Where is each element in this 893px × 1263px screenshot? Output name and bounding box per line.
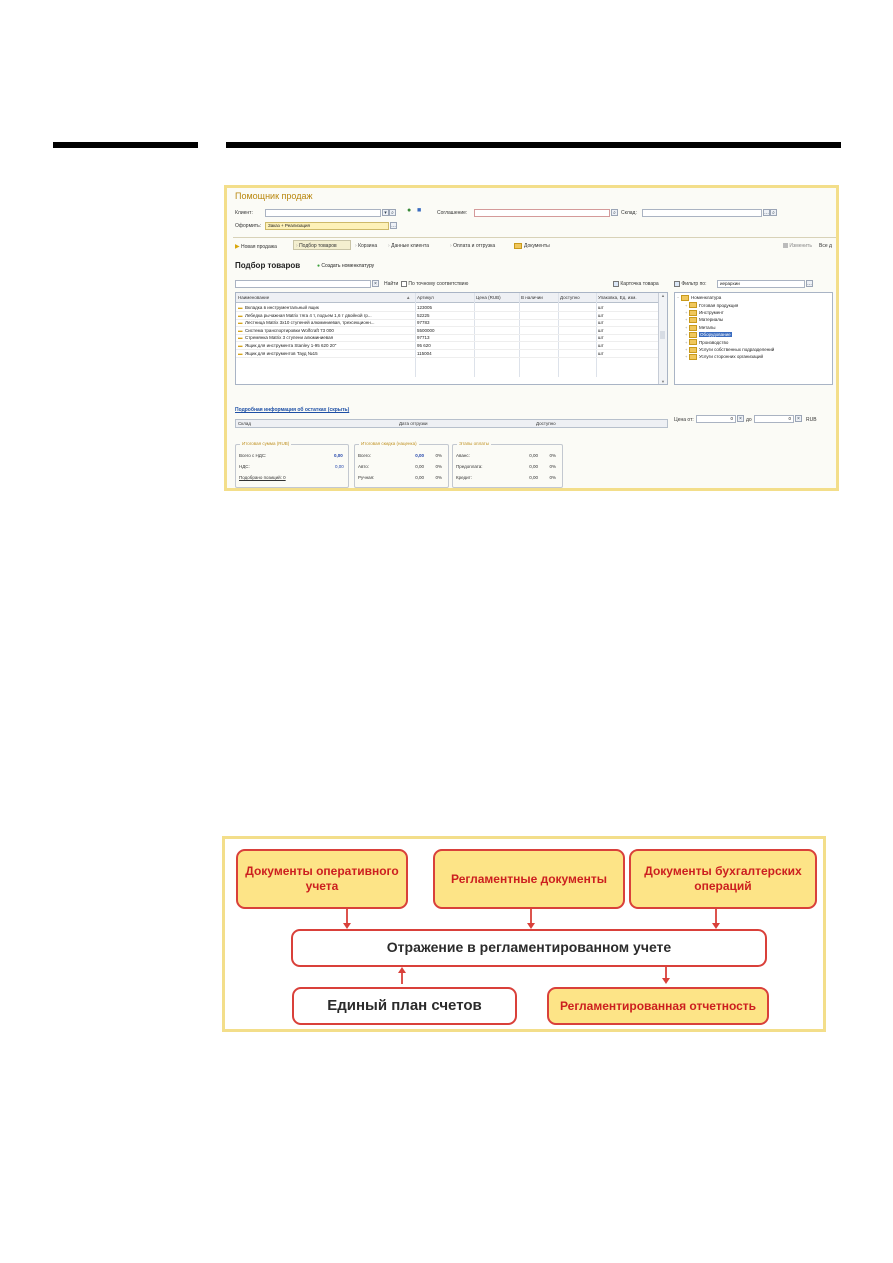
item-name: Ящик для инструментов Тауд №15	[245, 350, 318, 356]
item-icon: ▬	[238, 305, 243, 310]
group-row-percent: 0%	[435, 475, 442, 480]
agreement-label: Соглашение:	[437, 210, 468, 216]
group-row-label: Авто:	[358, 464, 370, 469]
step-pick-goods[interactable]	[296, 243, 337, 249]
stock-table-header	[235, 419, 668, 428]
header-rule-left	[53, 142, 198, 148]
group-row-value: 0,00	[529, 464, 538, 469]
group-row-value: 0,00	[529, 453, 538, 458]
window-title: Помощник продаж	[235, 191, 313, 201]
scroll-up-icon[interactable]: ▲	[661, 293, 665, 298]
expand-icon[interactable]: +	[685, 309, 688, 315]
item-sku: 5500000	[417, 327, 435, 333]
item-sku: 115004	[417, 350, 432, 356]
documents-icon	[514, 243, 522, 249]
filter-dropdown-button[interactable]: …	[807, 281, 812, 287]
goods-table[interactable]	[235, 292, 668, 385]
price-from-value: 0	[730, 416, 733, 421]
category-tree[interactable]	[674, 292, 833, 385]
tree-node-label: Металы	[699, 324, 716, 330]
tree-node[interactable]	[685, 302, 738, 308]
folder-icon	[689, 339, 697, 345]
edit-icon	[783, 243, 788, 248]
tree-root[interactable]	[677, 295, 721, 301]
client-dropdown-button[interactable]: ▾	[382, 209, 389, 216]
item-icon: ▬	[238, 327, 243, 333]
edit-label: Изменить	[789, 243, 812, 249]
item-name: Лестница Matrix 3х10 ступеней алюминиевая, трехсекционн...	[245, 320, 375, 326]
expand-icon[interactable]: +	[685, 339, 688, 345]
group-row-value: 0,00	[415, 464, 424, 469]
group-row-label: Предоплата:	[456, 464, 483, 469]
step-label: Данные клиента	[391, 243, 430, 249]
scroll-down-icon[interactable]: ▼	[661, 379, 665, 384]
step-payment-shipment[interactable]	[450, 243, 495, 249]
payment-stages-group	[452, 441, 563, 488]
column-header[interactable]: Доступно	[560, 295, 580, 300]
all-documents-button[interactable]: Все д	[819, 243, 832, 249]
warehouse-dropdown-button[interactable]: …	[764, 210, 769, 216]
column-header[interactable]: Упаковка, Ед. изм.	[598, 295, 637, 300]
checkbox-checked-icon	[613, 281, 619, 287]
tree-node[interactable]	[685, 325, 716, 331]
folder-icon	[689, 310, 697, 316]
item-icon: ▬	[238, 335, 243, 341]
step-arrow-icon: ›	[355, 243, 357, 249]
item-sku: 52225	[417, 312, 430, 318]
group-row-label: Аванс:	[456, 453, 470, 458]
folder-icon	[689, 332, 697, 338]
collapse-icon[interactable]: −	[677, 295, 680, 301]
vat-incl-value: 0,00	[334, 453, 343, 458]
expand-icon[interactable]: +	[685, 354, 688, 360]
item-sku: 97713	[417, 335, 430, 341]
column-header[interactable]: Артикул	[417, 295, 434, 300]
warehouse-label: Склад:	[621, 210, 637, 216]
step-documents[interactable]	[514, 243, 550, 249]
filter-checkbox[interactable]	[674, 281, 706, 287]
expand-icon[interactable]: +	[685, 324, 688, 330]
tree-node-label: Материалы	[699, 317, 724, 323]
step-label: Новая продажа	[241, 244, 277, 250]
create-item-label: Создать номенклатуру	[321, 263, 375, 269]
group-caption: Итоговая скидка (наценка)	[361, 441, 417, 446]
item-name: Вкладка в инструментальный ящик	[245, 305, 319, 310]
step-new-sale[interactable]	[235, 243, 277, 250]
card-icon[interactable]: ■	[417, 207, 422, 214]
group-row-percent: 0%	[549, 475, 556, 480]
folder-icon	[689, 347, 697, 353]
column-header[interactable]: Цена (RUB)	[476, 295, 501, 300]
format-select[interactable]	[265, 222, 389, 230]
agreement-field[interactable]	[474, 209, 610, 217]
step-label: Оплата и отгрузка	[453, 243, 496, 249]
group-row-percent: 0%	[549, 453, 556, 458]
chart-of-accounts-box: Единый план счетов	[292, 987, 517, 1025]
header-rule-right	[226, 142, 841, 148]
stock-details-link[interactable]: Подробная информация об остатках (скрыть)	[235, 407, 350, 413]
price-from-label: Цена от:	[674, 417, 694, 423]
group-row-percent: 0%	[549, 464, 556, 469]
item-icon: ▬	[238, 350, 243, 356]
checkbox-checked-icon	[674, 281, 680, 287]
tree-node-label: Услуги собственных подразделений	[699, 346, 775, 352]
group-row-label: Кредит:	[456, 475, 472, 480]
goods-table-header	[236, 293, 661, 303]
edit-button[interactable]	[783, 243, 812, 249]
accounting-operations-box: Документы бухгалтерских операций	[629, 849, 817, 909]
tree-node[interactable]	[685, 347, 774, 353]
folder-icon	[689, 317, 697, 323]
item-unit: шт	[598, 320, 604, 326]
tree-node-label: Готовая продукция	[699, 302, 739, 308]
step-cart[interactable]	[355, 243, 377, 249]
price-to-value: 0	[788, 416, 791, 421]
steps-divider	[233, 237, 836, 238]
tree-node[interactable]	[685, 332, 732, 338]
operational-docs-box: Документы оперативного учета	[236, 849, 408, 909]
vat-label: НДС:	[239, 464, 250, 469]
item-icon: ▬	[238, 312, 243, 318]
tree-node-label: Производство	[699, 339, 729, 345]
group-caption: Этапы оплаты	[459, 441, 489, 446]
client-search-button[interactable]: ⌕	[389, 209, 396, 216]
step-client-data[interactable]	[388, 243, 429, 249]
search-input[interactable]	[235, 280, 371, 288]
tree-node[interactable]	[685, 310, 724, 316]
item-icon: ▬	[238, 343, 243, 348]
discount-group	[354, 441, 449, 488]
folder-icon	[689, 354, 697, 360]
price-to-label: до	[746, 417, 752, 423]
column-header[interactable]: Дата отгрузки	[399, 421, 428, 426]
column-header[interactable]: Доступно	[536, 421, 556, 426]
step-arrow-icon: ▶	[235, 244, 240, 250]
regulated-reporting-box: Регламентированная отчетность	[547, 987, 769, 1025]
tree-node-label: Услуги сторонних организаций	[699, 354, 764, 360]
group-row-value: 0,00	[415, 475, 424, 480]
item-unit: шт	[598, 305, 604, 310]
step-arrow-icon: ›	[450, 243, 452, 249]
filter-select[interactable]	[717, 280, 805, 288]
client-label: Клиент:	[235, 210, 253, 216]
price-to-input[interactable]	[754, 415, 794, 423]
warehouse-search-button[interactable]: ⌕	[770, 209, 777, 216]
price-from-input[interactable]	[696, 415, 736, 423]
item-name: Лебедка рычажная Matrix тяга 4 т, подъем 1,6 т двойной гр...	[245, 312, 372, 318]
column-header[interactable]: Наименование	[238, 295, 270, 300]
step-label: Документы	[524, 243, 550, 250]
search-clear-button[interactable]: ×	[372, 280, 379, 287]
step-arrow-icon: ›	[388, 243, 390, 249]
column-header[interactable]: Склад	[238, 421, 252, 426]
item-sku: 97783	[417, 320, 430, 326]
expand-icon[interactable]: +	[685, 317, 688, 323]
item-name: Стремянка Matrix 3 ступени алюминиевая	[245, 335, 334, 341]
regulatory-docs-box: Регламентные документы	[433, 849, 625, 909]
sales-assistant-screenshot	[224, 185, 839, 491]
tree-node[interactable]	[685, 354, 763, 360]
exact-match-label: По точному соответствию	[408, 281, 469, 288]
group-row-percent: 0%	[435, 464, 442, 469]
filter-label: Фильтр по:	[681, 281, 707, 288]
tree-node-label: Оборудование	[700, 332, 731, 338]
item-unit: шт	[598, 335, 604, 341]
item-name: Система транспортировки Wolfcraft 73 000	[245, 327, 334, 333]
tree-node-label: Инструмент	[699, 309, 724, 315]
item-unit: шт	[598, 343, 604, 348]
group-caption: Итоговая сумма (RUB)	[242, 441, 290, 446]
group-row-value: 0,00	[529, 475, 538, 480]
format-dropdown-button[interactable]: …	[391, 223, 396, 229]
expand-icon[interactable]: +	[685, 302, 688, 308]
vat-incl-label: Всего с НДС:	[239, 453, 267, 458]
agreement-search-button[interactable]: ⌕	[611, 209, 618, 216]
item-unit: шт	[598, 312, 604, 318]
total-sum-group	[235, 441, 349, 488]
user-icon[interactable]: ●	[407, 207, 412, 214]
table-row[interactable]	[236, 350, 661, 358]
expand-icon[interactable]: +	[685, 332, 688, 338]
price-to-clear-button[interactable]: ×	[795, 415, 802, 422]
item-unit: шт	[598, 350, 604, 356]
group-row-label: Всего:	[358, 453, 372, 458]
product-card-checkbox[interactable]	[613, 281, 659, 287]
column-header[interactable]: В наличии	[521, 295, 543, 300]
item-name: Ящик для инструмента Stanley 1-95 620 20"	[245, 343, 337, 348]
expand-icon[interactable]: +	[685, 346, 688, 352]
find-button[interactable]: Найти	[384, 281, 399, 287]
folder-icon	[689, 302, 697, 308]
folder-icon	[689, 325, 697, 331]
exact-match-checkbox[interactable]	[401, 281, 468, 287]
regulated-accounting-box: Отражение в регламентированном учете	[291, 929, 767, 967]
item-sku: 95 620	[417, 343, 431, 348]
step-label: Подбор товаров	[299, 243, 337, 249]
group-row-value: 0,00	[415, 453, 424, 458]
tree-node[interactable]	[685, 339, 728, 345]
goods-table-scrollbar[interactable]	[658, 293, 667, 384]
warehouse-field[interactable]	[642, 209, 762, 217]
price-from-clear-button[interactable]: ×	[737, 415, 744, 422]
group-row-label: Ручная:	[358, 475, 375, 480]
client-field[interactable]	[265, 209, 381, 217]
tree-node[interactable]	[685, 317, 723, 323]
group-row-percent: 0%	[435, 453, 442, 458]
tree-node-label: Номенклатура	[691, 295, 722, 301]
vat-value: 0,00	[335, 464, 344, 469]
step-arrow-icon: ›	[296, 243, 298, 249]
section-title: Подбор товаров	[235, 261, 301, 270]
item-icon: ▬	[238, 320, 243, 326]
accounting-diagram	[222, 836, 826, 1032]
sort-asc-icon[interactable]: ▲	[406, 295, 411, 300]
create-item-link[interactable]	[317, 263, 374, 269]
item-unit: шт	[598, 327, 604, 333]
add-icon: ●	[317, 263, 321, 269]
format-label: Оформить:	[235, 223, 262, 229]
step-label: Корзина	[358, 243, 378, 249]
currency-label: RUB	[806, 417, 817, 423]
item-sku: 123005	[417, 305, 433, 310]
scroll-thumb[interactable]	[660, 331, 665, 339]
format-value: Заказ + Реализация	[268, 223, 310, 228]
folder-icon	[681, 295, 689, 301]
checkbox-icon	[401, 281, 407, 287]
product-card-label: Карточка товара	[620, 281, 659, 288]
filter-value: иерархии	[720, 281, 740, 286]
picked-items-link[interactable]: Подобрано позиций: 0	[239, 475, 286, 480]
